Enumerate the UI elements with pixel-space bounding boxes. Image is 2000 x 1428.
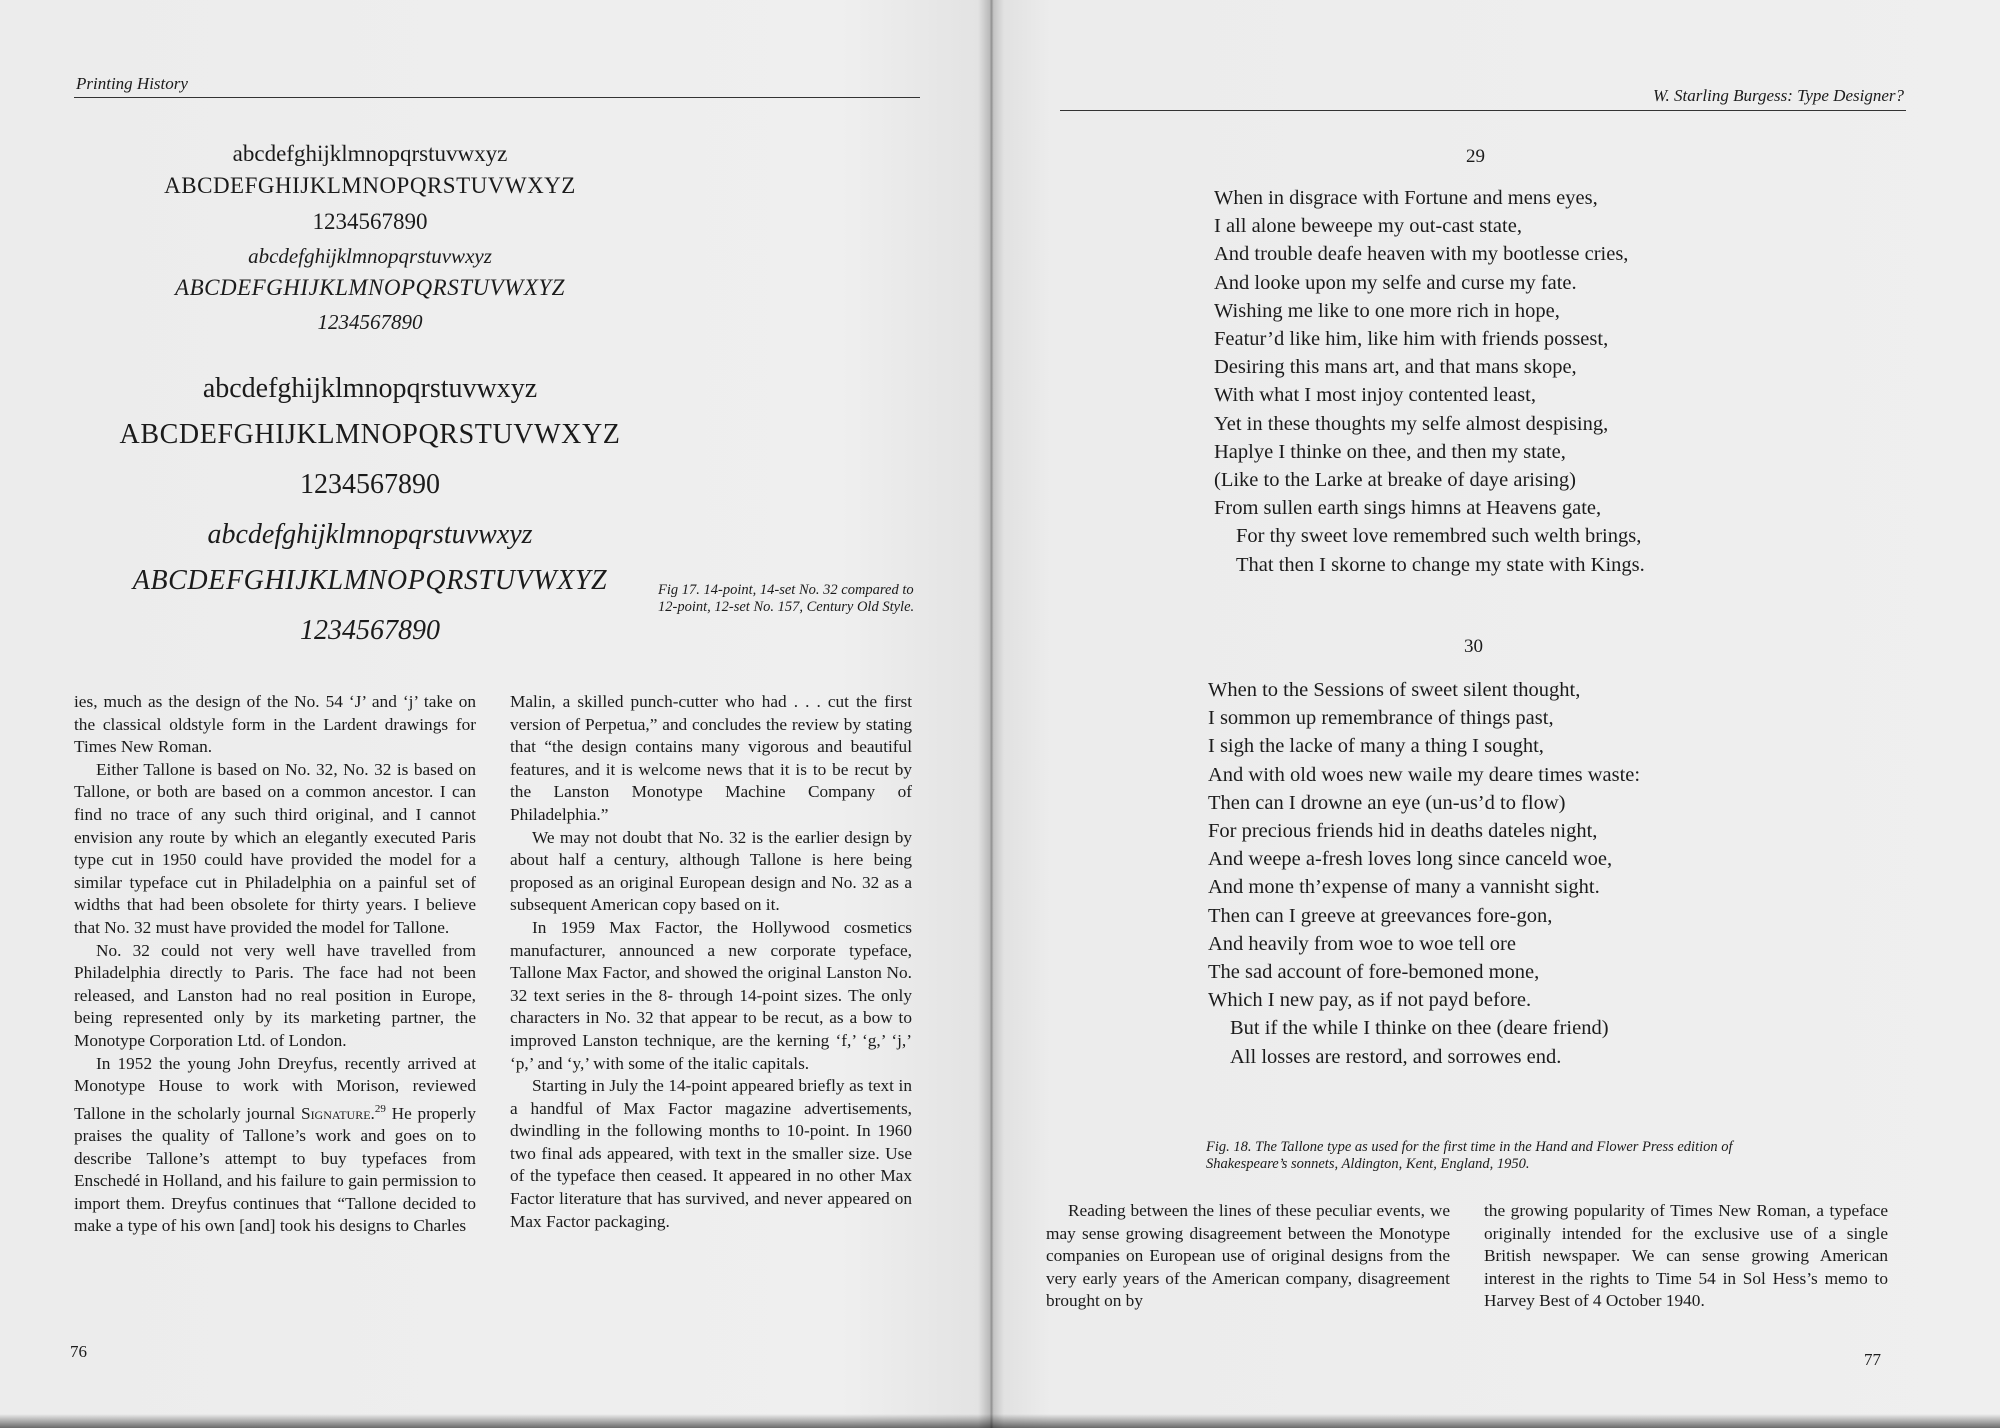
specimen-12-italic-lower: abcdefghijklmnopqrstuvwxyz bbox=[248, 244, 492, 268]
paragraph: ies, much as the design of the No. 54 ‘J’ and ‘j’ take on the classical oldstyle form in the Lardent drawings for Times New Roman. bbox=[74, 692, 476, 757]
figure-18-caption: Fig. 18. The Tallone type as used for the first time in the Hand and Flower Press edition of Shakespeare’s sonnets, Aldington, Kent, England, 1950. bbox=[1206, 1139, 1733, 1172]
poem-line: Then can I drowne an eye (un-us’d to flow) bbox=[1208, 791, 1566, 814]
paragraph: In 1959 Max Factor, the Hollywood cosmetics manufacturer, announced a new corporate typeface, Tallone Max Factor, and showed the original Lanston No. 32 text series in the 8- through 14-point sizes. The only characters in No. 32 that appear to be recut, as a bow to improved Lanston technique, are the kerning ‘f,’ ‘g,’ ‘j,’ ‘p,’ and ‘y,’ with some of the italic capitals. bbox=[510, 917, 912, 1073]
poem-line: For thy sweet love remembred such welth brings, bbox=[1236, 525, 1642, 548]
specimen-14pt bbox=[60, 366, 680, 654]
poem-line: And heavily from woe to woe tell ore bbox=[1208, 932, 1516, 955]
specimen-12pt bbox=[90, 138, 650, 338]
right-body-column-1 bbox=[1046, 1200, 1450, 1313]
paragraph: We may not doubt that No. 32 is the earlier design by about half a century, although Tallone is here being proposed as an original European design and No. 32 as a subsequent American copy based on it. bbox=[510, 827, 912, 915]
poem-line: From sullen earth sings himns at Heavens gate, bbox=[1214, 497, 1602, 520]
poem-line: (Like to the Larke at breake of daye arising) bbox=[1214, 469, 1576, 492]
paragraph: Malin, a skilled punch-cutter who had . . . cut the first version of Perpetua,” and concludes the review by stating that “the design contains many vigorous and beautiful features, and it is welcome news that it is to be recut by the Lanston Monotype Machine Company of Philadelphia.” bbox=[510, 692, 912, 824]
left-header-rule bbox=[74, 97, 920, 98]
left-folio: 76 bbox=[70, 1342, 87, 1361]
paragraph: No. 32 could not very well have travelled from Philadelphia directly to Paris. The face had not been released, and Lanston had no real position in Europe, being represented only by its marketing partner, the Monotype Corporation Ltd. of London. bbox=[74, 940, 476, 1050]
specimen-14-roman-lower: abcdefghijklmnopqrstuvwxyz bbox=[202, 373, 538, 404]
poem-line: Featur’d like him, like him with friends possest, bbox=[1214, 328, 1609, 351]
poem-line: For precious friends hid in deaths dateles night, bbox=[1208, 820, 1598, 843]
paragraph: Reading between the lines of these peculiar events, we may sense growing disagreement between the Monotype companies on European use of original designs from the very early years of the American company, disagreement brought on by bbox=[1046, 1201, 1450, 1311]
poem-line: Wishing me like to one more rich in hope, bbox=[1214, 299, 1560, 322]
specimen-14-italic-figures: 1234567890 bbox=[300, 615, 440, 646]
poem-line: When in disgrace with Fortune and mens eyes, bbox=[1214, 187, 1598, 209]
poem-line: With what I most injoy contented least, bbox=[1214, 384, 1536, 407]
poem-line: And mone th’expense of many a vannisht sight. bbox=[1208, 876, 1600, 899]
poem-line: Which I new pay, as if not payd before. bbox=[1208, 989, 1532, 1012]
poem-line: Desiring this mans art, and that mans skope, bbox=[1214, 356, 1577, 379]
specimen-14-italic-upper: ABCDEFGHIJKLMNOPQRSTUVWXYZ bbox=[132, 565, 608, 596]
right-header-rule bbox=[1060, 110, 1906, 111]
book-gutter bbox=[978, 0, 1004, 1428]
poem-line: And trouble deafe heaven with my bootlesse cries, bbox=[1214, 243, 1629, 266]
poem-line: Yet in these thoughts my selfe almost despising, bbox=[1214, 412, 1609, 435]
specimen-12-roman-figures: 1234567890 bbox=[312, 209, 428, 234]
left-body-column-1 bbox=[74, 691, 476, 1238]
right-folio: 77 bbox=[1864, 1350, 1881, 1369]
paragraph bbox=[74, 1053, 476, 1239]
poem-line: That then I skorne to change my state with Kings. bbox=[1236, 553, 1645, 576]
specimen-14-italic-lower: abcdefghijklmnopqrstuvwxyz bbox=[207, 519, 533, 550]
figure-17-caption: Fig 17. 14-point, 14-set No. 32 compared to 12-point, 12-set No. 157, Century Old Style. bbox=[658, 582, 915, 615]
paragraph: the growing popularity of Times New Roman, a typeface originally intended for the exclusive use of a single British newspaper. We can sense growing American interest in the rights to Time 54 in Sol Hess’s memo to Harvey Best of 4 October 1940. bbox=[1484, 1201, 1888, 1311]
poem-line: I sommon up remembrance of things past, bbox=[1208, 707, 1554, 730]
specimen-12-italic-figures: 1234567890 bbox=[317, 310, 423, 334]
journal-title: Signature. bbox=[300, 1103, 375, 1123]
footnote-ref: 29 bbox=[374, 1102, 386, 1115]
sonnet-29-number: 29 bbox=[1466, 146, 1485, 167]
left-body-column-2 bbox=[510, 691, 912, 1233]
left-running-head: Printing History bbox=[76, 74, 188, 93]
specimen-14-roman-upper: ABCDEFGHIJKLMNOPQRSTUVWXYZ bbox=[119, 419, 621, 450]
poem-line: And with old woes new waile my deare times waste: bbox=[1208, 763, 1641, 786]
sonnet-29 bbox=[1214, 184, 1645, 579]
specimen-12-roman-lower: abcdefghijklmnopqrstuvwxyz bbox=[232, 141, 508, 166]
poem-line: I all alone beweepe my out-cast state, bbox=[1214, 215, 1522, 238]
specimen-14-roman-figures: 1234567890 bbox=[300, 469, 440, 500]
poem-line: The sad account of fore-bemoned mone, bbox=[1208, 961, 1540, 984]
poem-line: Then can I greeve at greevances fore-gon, bbox=[1208, 904, 1553, 927]
poem-line: And looke upon my selfe and curse my fate. bbox=[1214, 271, 1577, 294]
sonnet-30 bbox=[1208, 676, 1640, 1071]
page-bottom-edge bbox=[0, 1414, 2000, 1428]
right-running-head: W. Starling Burgess: Type Designer? bbox=[1652, 86, 1904, 105]
paragraph: Starting in July the 14-point appeared briefly as text in a handful of Max Factor magazine advertisements, dwindling in the following months to 10-point. In 1960 two final ads appeared, with text in the smaller size. Use of the typeface then ceased. It appeared in no other Max Factor literature that has survived, and never appeared on Max Factor packaging. bbox=[510, 1076, 912, 1231]
right-body-column-2 bbox=[1484, 1200, 1888, 1313]
poem-line: When to the Sessions of sweet silent thought, bbox=[1208, 679, 1581, 701]
sonnet-30-number: 30 bbox=[1464, 636, 1483, 657]
poem-line: And weepe a-fresh loves long since canceld woe, bbox=[1208, 848, 1613, 871]
poem-line: But if the while I thinke on thee (deare friend) bbox=[1230, 1017, 1609, 1040]
paragraph: Either Tallone is based on No. 32, No. 32 is based on Tallone, or both are based on a common ancestor. I can find no trace of any such third original, and I cannot envision any route by which an elegantly executed Paris type cut in 1950 could have provided the model for a similar typeface cut in Philadelphia on a painful set of widths that had been obsolete for thirty years. I believe that No. 32 must have provided the model for Tallone. bbox=[74, 759, 476, 937]
poem-line: Haplye I thinke on thee, and then my state, bbox=[1214, 440, 1566, 463]
specimen-12-italic-upper: ABCDEFGHIJKLMNOPQRSTUVWXYZ bbox=[175, 275, 565, 300]
poem-line: I sigh the lacke of many a thing I sought, bbox=[1208, 735, 1544, 758]
text-run: In 1952 the young John Dreyfus, recently arrived at Monotype House to work with Morison, reviewed Tallone in the scholarly journal bbox=[74, 1053, 476, 1123]
specimen-12-roman-upper: ABCDEFGHIJKLMNOPQRSTUVWXYZ bbox=[164, 173, 576, 198]
poem-line: All losses are restord, and sorrowes end. bbox=[1230, 1045, 1562, 1068]
text-run: He properly praises the quality of Tallone’s work and goes on to describe Tallone’s attempt to buy typefaces from Enschedé in Holland, and his failure to gain permission to import them. Dreyfus continues that “Tallone decided to make a type of his own [and] took his designs to Charles bbox=[74, 1103, 476, 1236]
